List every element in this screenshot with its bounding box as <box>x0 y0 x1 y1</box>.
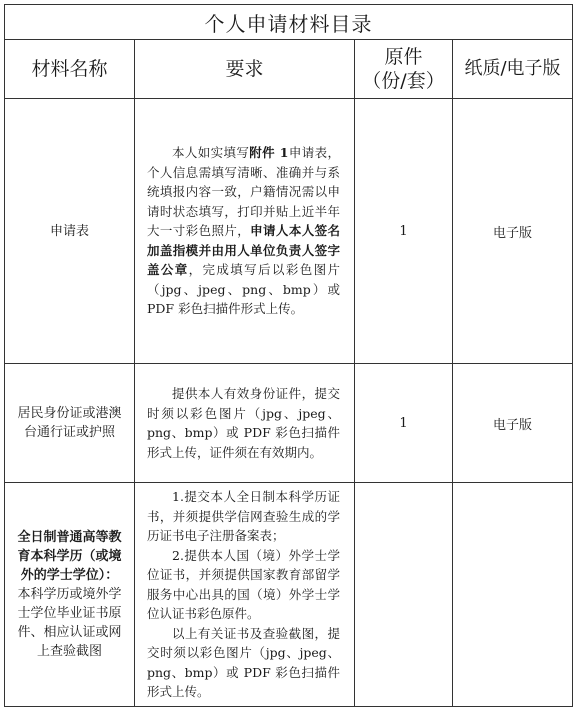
material-copies <box>355 483 453 707</box>
table-row <box>5 364 573 483</box>
header-requirement: 要求 <box>135 40 355 99</box>
header-name: 材料名称 <box>5 40 135 99</box>
material-name: 申请表 <box>5 99 135 364</box>
material-requirement <box>135 99 355 364</box>
header-format: 纸质/电子版 <box>453 40 573 99</box>
material-format: 电子版 <box>453 364 573 483</box>
material-name-bold: 全日制普通高等教育本科学历（或境外的学士学位）： <box>17 529 122 583</box>
req-bold: 申请人本人签名加盖指模并由用人单位负责人签字盖公章 <box>147 223 340 278</box>
req-text: 申请表，个人信息需填写清晰、准确并与系统填报内容一致，户籍情况需以申请时状态填写，打印并贴上近半年大一寸彩色照片， <box>147 145 340 239</box>
material-format <box>453 483 573 707</box>
material-requirement <box>135 483 355 707</box>
table-row <box>5 99 573 364</box>
req-bold: 附件 1 <box>249 145 289 161</box>
req-paragraph: 2.提供本人国（境）外学士学位证书，并须提供国家教育部留学服务中心出具的国（境）外学士学位认证书彩色原件。 <box>147 547 340 621</box>
materials-table <box>4 4 573 707</box>
material-copies: 1 <box>355 99 453 364</box>
req-text: 提供本人有效身份证件，提交时须以彩色图片（jpg、jpeg、png、bmp）或 PDF 彩色扫描件形式上传，证件须在有效期内。 <box>147 386 340 460</box>
material-requirement <box>135 364 355 483</box>
title-row <box>5 5 573 40</box>
material-name: 居民身份证或港澳台通行证或护照 <box>5 364 135 483</box>
req-text: ，完成填写后以彩色图片（jpg、jpeg、png、bmp）或 PDF 彩色扫描件形式上传。 <box>147 262 340 317</box>
material-name <box>5 483 135 707</box>
document-page <box>4 4 572 707</box>
header-row <box>5 40 573 99</box>
material-format: 电子版 <box>453 99 573 364</box>
req-text: 本人如实填写 <box>172 145 250 161</box>
material-copies: 1 <box>355 364 453 483</box>
table-row <box>5 483 573 707</box>
header-copies: 原件 （份/套） <box>355 40 453 99</box>
material-name-detail: 本科学历或境外学士学位毕业证书原件、相应认证或网上查验截图 <box>17 586 122 659</box>
req-paragraph: 以上有关证书及查验截图，提交时须以彩色图片（jpg、jpeg、png、bmp）或 PDF 彩色扫描件形式上传。 <box>147 625 340 699</box>
table-title: 个人申请材料目录 <box>5 5 573 40</box>
req-paragraph: 1.提交本人全日制本科学历证书，并须提供学信网查验生成的学历证书电子注册备案表； <box>147 489 340 543</box>
